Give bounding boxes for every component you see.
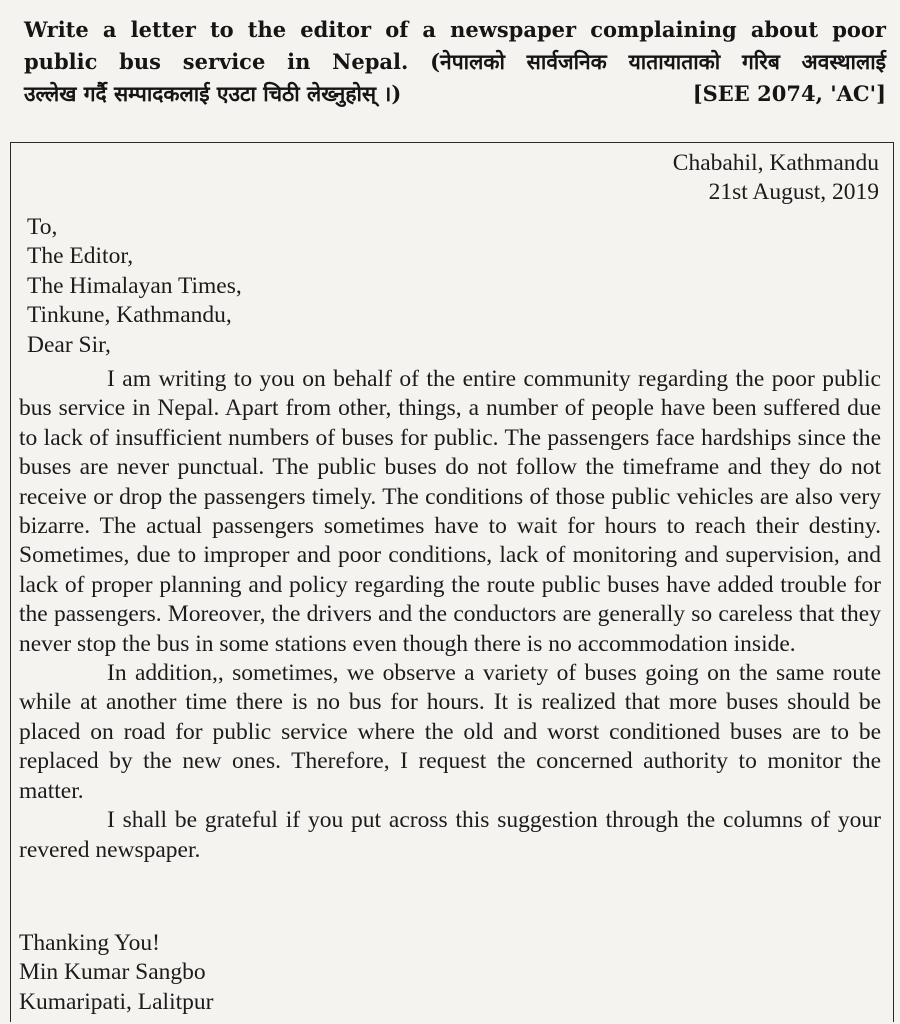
recipient-newspaper: The Himalayan Times,: [27, 272, 242, 299]
question-line-2: public bus service in Nepal. (नेपालको सार्वजनिक यातायाताको गरिब अवस्थालाई: [24, 49, 886, 74]
signatory-name: Min Kumar Sangbo: [19, 959, 206, 986]
signatory-address: Kumaripati, Lalitpur: [19, 988, 214, 1015]
complimentary-close: Thanking You!: [19, 930, 161, 956]
question-line-3-row: [24, 78, 886, 110]
question-line-1: Write a letter to the editor of a newspaper complaining about poor: [24, 17, 886, 42]
question-prompt: [24, 14, 886, 110]
sender-place: Chabahil, Kathmandu: [672, 150, 879, 176]
sender-address: [673, 149, 879, 208]
body-paragraph-1: I am writing to you on behalf of the entire community regarding the poor public bus service in Nepal. Apart from other, things, a number of people have been suffered due to lack of insufficient numbers of buses for public. The passengers face hardships since the buses are never punctual. The public buses do not follow the timeframe and they do not receive or drop the passengers timely. The conditions of those public vehicles are also very bizarre. The actual passengers sometimes have to wait for hours to reach their destiny. Sometimes, due to improper and poor conditions, lack of monitoring and supervision, and lack of proper planning and policy regarding the route public buses have added trouble for the passengers. Moreover, the drivers and the conductors are generally so careless that they never stop the bus in some stations even though there is no accommodation inside.: [19, 366, 881, 657]
recipient-address: [27, 213, 242, 360]
letter-body: [19, 365, 881, 865]
question-line-3: उल्लेख गर्दै सम्पादकलाई एउटा चिठी लेख्नुहोस् ।): [24, 81, 402, 106]
letter-date: 21st August, 2019: [708, 179, 879, 206]
body-paragraph-2: In addition,, sometimes, we observe a variety of buses going on the same route while at another time there is no bus for hours. It is realized that more buses should be placed on road for public service where the old and worst conditioned buses are to be replaced by the new ones. Therefore, I request the concerned authority to monitor the matter.: [19, 660, 881, 804]
recipient-address-line: Tinkune, Kathmandu,: [27, 302, 232, 329]
salutation: Dear Sir,: [27, 331, 111, 358]
letter-box: [10, 142, 894, 1022]
recipient-title: The Editor,: [27, 243, 134, 270]
body-paragraph-3: I shall be grateful if you put across this suggestion through the columns of your revered newspaper.: [19, 807, 881, 863]
exam-reference: [SEE 2074, 'AC']: [692, 81, 886, 106]
recipient-to: To,: [27, 214, 58, 240]
letter-closing: [19, 929, 213, 1017]
